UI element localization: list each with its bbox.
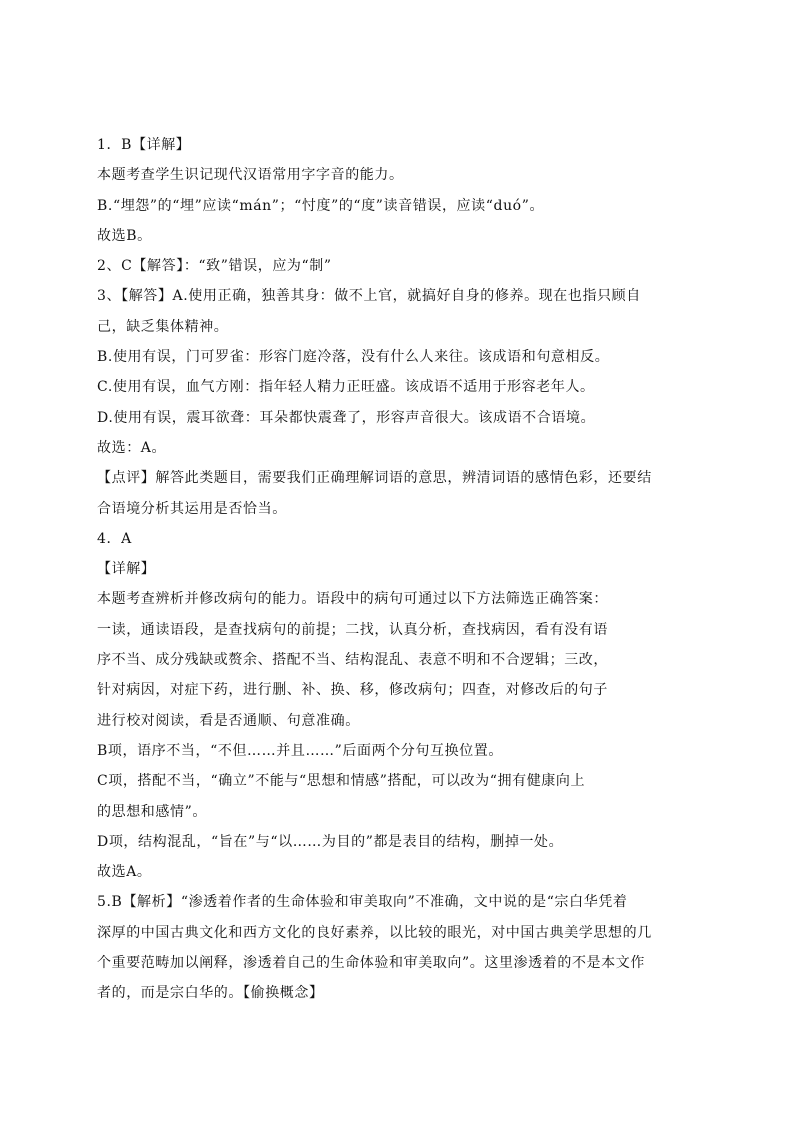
text-line: D项，结构混乱，“旨在”与“以……为目的”都是表目的结构，删掉一处。 [97, 833, 564, 850]
text-line: 己，缺乏集体精神。 [97, 318, 229, 335]
text-line: 的思想和感情”。 [97, 803, 207, 820]
text-line: 进行校对阅读，看是否通顺、句意准确。 [97, 712, 360, 729]
text-line: 【详解】 [97, 561, 156, 578]
text-line: 者的，而是宗白华的。【偷换概念】 [97, 985, 324, 1002]
text-line: 故选B。 [97, 227, 152, 244]
text-line: 3、【解答】A.使用正确，独善其身：做不上官，就搞好自身的修养。现在也指只顾自 [97, 288, 641, 305]
text-line: 4．A [97, 530, 132, 547]
text-line: 本题考查辨析并修改病句的能力。语段中的病句可通过以下方法筛选正确答案： [97, 591, 608, 608]
text-line: B.“埋怨”的“埋”应读“mán”；“忖度”的“度”读音错误，应读“duó”。 [97, 197, 545, 214]
text-line: 本题考查学生识记现代汉语常用字字音的能力。 [97, 167, 404, 184]
text-line: 1．B【详解】 [97, 137, 191, 153]
text-line: D.使用有误，震耳欲聋：耳朵都快震聋了，形容声音很大。该成语不合语境。 [97, 409, 596, 426]
text-line: C.使用有误，血气方刚：指年轻人精力正旺盛。该成语不适用于形容老年人。 [97, 379, 595, 396]
text-line: 深厚的中国古典文化和西方文化的良好素养，以比较的眼光，对中国古典美学思想的几 [97, 924, 652, 941]
text-line: 2、C【解答】：“致”错误，应为“制” [97, 258, 332, 275]
text-line: 故选：A。 [97, 439, 167, 456]
text-line: 序不当、成分残缺或赘余、搭配不当、结构混乱、表意不明和不合逻辑；三改， [97, 652, 608, 669]
text-line: 合语境分析其运用是否恰当。 [97, 500, 287, 517]
text-line: B项，语序不当，“不但……并且……”后面两个分句互换位置。 [97, 742, 504, 759]
text-line: 个重要范畴加以阐释，渗透着自己的生命体验和审美取向”。这里渗透着的不是本文作 [97, 955, 645, 972]
text-line: 【点评】解答此类题目，需要我们正确理解词语的意思，辨清词语的感情色彩，还要结 [97, 470, 652, 487]
text-line: 一读，通读语段，是查找病句的前提；二找，认真分析，查找病因，看有没有语 [97, 621, 608, 638]
text-line: B.使用有误，门可罗雀：形容门庭冷落，没有什么人来往。该成语和句意相反。 [97, 349, 610, 366]
answer-text-block [97, 130, 707, 1009]
text-line: 5.B【解析】“渗透着作者的生命体验和审美取向”不准确，文中说的是“宗白华凭着 [97, 894, 628, 911]
text-line: 针对病因，对症下药，进行删、补、换、移，修改病句；四查，对修改后的句子 [97, 682, 608, 699]
text-line: 故选A。 [97, 864, 152, 881]
text-line: C项，搭配不当，“确立”不能与“思想和情感”搭配，可以改为“拥有健康向上 [97, 773, 586, 790]
